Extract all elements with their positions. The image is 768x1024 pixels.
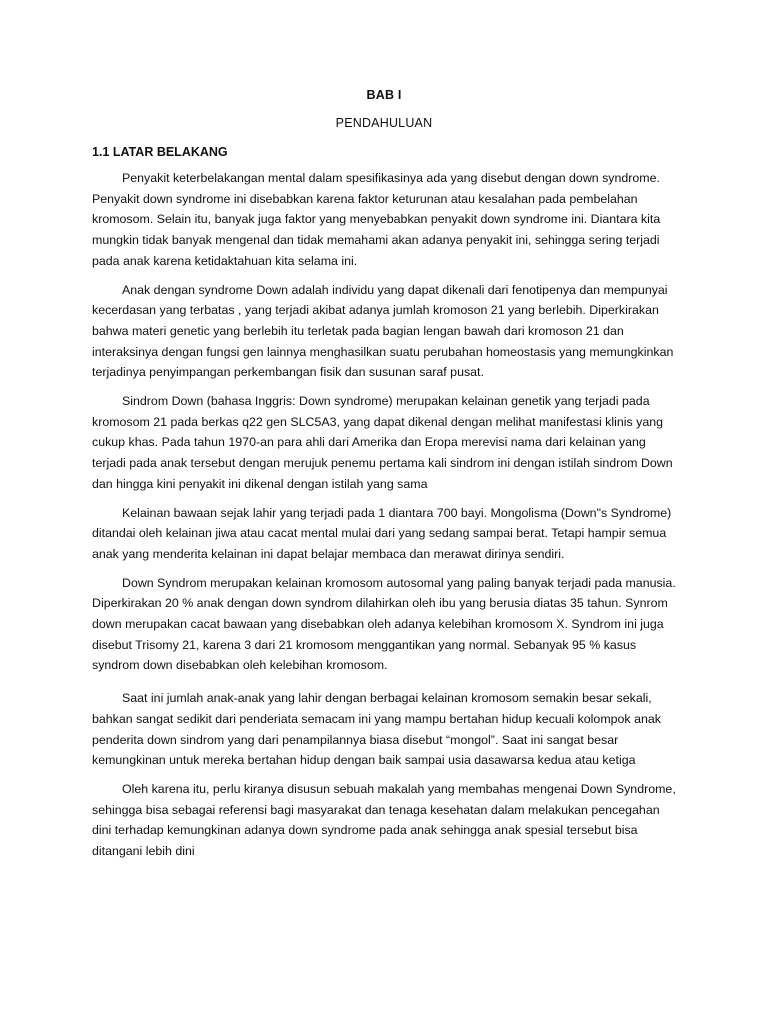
paragraph-1: Penyakit keterbelakangan mental dalam spesifikasinya ada yang disebut dengan down syndrome. Penyakit down syndrome ini disebabkan karena faktor keturunan atau kesalahan pada pembelahan kromosom. Selain itu, banyak juga faktor yang menyebabkan penyakit down syndrome ini. Diantara kita mungkin tidak banyak mengenal dan tidak memahami akan adanya penyakit ini, sehingga sering terjadi pada anak karena ketidaktahuan kita selama ini. <box>92 171 661 268</box>
paragraph-4: Kelainan bawaan sejak lahir yang terjadi pada 1 diantara 700 bayi. Mongolisma (Down"s Syndrome) ditandai oleh kelainan jiwa atau cacat mental mulai dari yang sedang sampai berat. Tetapi hampir semua anak yang menderita kelainan ini dapat belajar membaca dan merawat dirinya sendiri. <box>92 505 672 561</box>
paragraph-7: Oleh karena itu, perlu kiranya disusun sebuah makalah yang membahas mengenai Down Syndrome, sehingga bisa sebagai referensi bagi masyarakat dan tenaga kesehatan dalam melakukan pencegahan dini terhadap kemungkinan adanya down syndrome pada anak sehingga anak spesial tersebut bisa ditangani lebih dini <box>92 781 676 859</box>
chapter-number: BAB I <box>366 88 402 102</box>
body-text <box>92 168 676 870</box>
paragraph-2: Anak dengan syndrome Down adalah individu yang dapat dikenali dari fenotipenya dan mempunyai kecerdasan yang terbatas , yang terjadi akibat adanya jumlah kromoson 21 yang berlebih. Diperkirakan bahwa materi genetic yang berlebih itu terletak pada bagian lengan bawah dari kromoson 21 dan interaksinya dengan fungsi gen lainnya menghasilkan suatu perubahan homeostasis yang memungkinkan terjadinya penyimpangan perkembangan fisik dan susunan saraf pusat. <box>92 282 674 380</box>
paragraph-6: Saat ini jumlah anak-anak yang lahir dengan berbagai kelainan kromosom semakin besar sekali, bahkan sangat sedikit dari penderiata semacam ini yang mampu bertahan hidup kecuali kolompok anak penderita down sindrom yang dari penampilannya biasa disebut “mongol”. Saat ini sangat besar kemungkinan untuk mereka bertahan hidup dengan baik sampai usia dasawarsa kedua atau ketiga <box>92 691 661 768</box>
chapter-title: PENDAHULUAN <box>335 116 433 130</box>
section-heading: 1.1 LATAR BELAKANG <box>92 145 228 159</box>
paragraph-5: Down Syndrom merupakan kelainan kromosom autosomal yang paling banyak terjadi pada manusia. Diperkirakan 20 % anak dengan down syndrom dilahirkan oleh ibu yang berusia diatas 35 tahun. Synrom down merupakan cacat bawaan yang disebabkan oleh adanya kelebihan kromosom X. Syndrom ini juga disebut Trisomy 21, karena 3 dari 21 kromosom menggantikan yang normal. Sebanyak 95 % kasus syndrom down disebabkan oleh kelebihan kromosom. <box>92 575 676 673</box>
paragraph-3: Sindrom Down (bahasa Inggris: Down syndrome) merupakan kelainan genetik yang terjadi pada kromosom 21 pada berkas q22 gen SLC5A3, yang dapat dikenal dengan melihat manifestasi klinis yang cukup khas. Pada tahun 1970-an para ahli dari Amerika dan Eropa merevisi nama dari kelainan yang terjadi pada anak tersebut dengan merujuk penemu pertama kali sindrom ini dengan istilah sindrom Down dan hingga kini penyakit ini dikenal dengan istilah yang sama <box>92 394 673 491</box>
